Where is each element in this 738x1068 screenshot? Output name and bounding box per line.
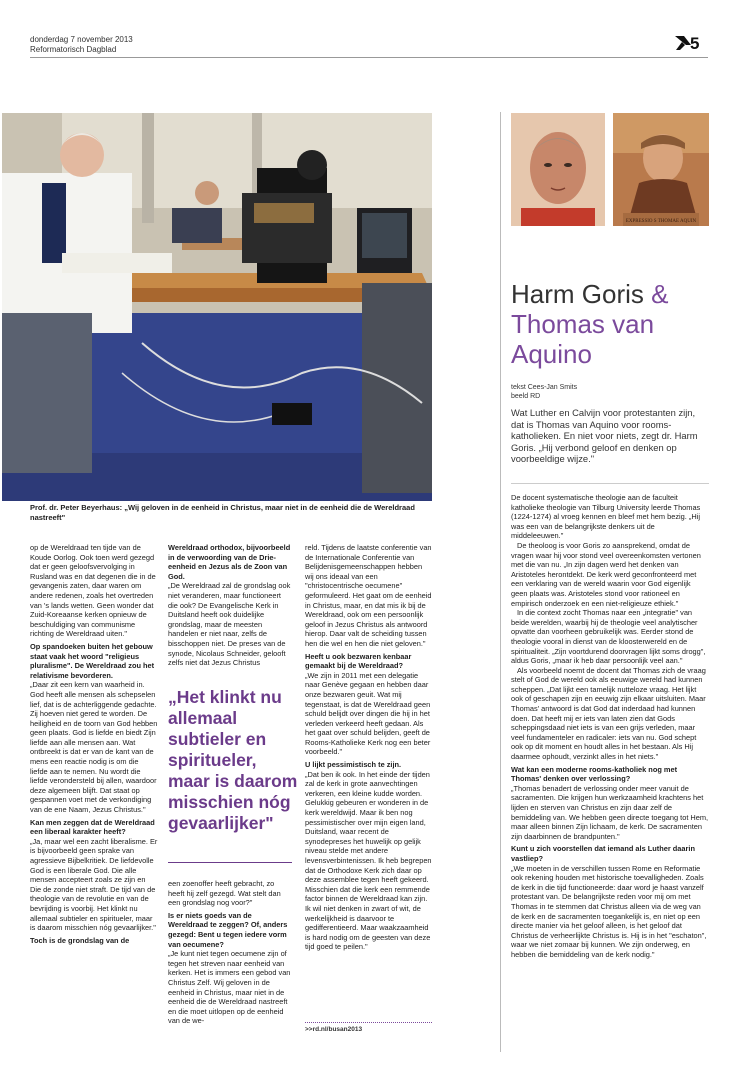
title-name-aquino: Aquino	[511, 339, 592, 369]
portrait-photo	[511, 113, 605, 226]
article-column-2-bottom	[168, 879, 291, 1026]
paragraph: „Je kunt niet tegen oecumene zijn of tegen het streven naar eenheid van kerken. Het is immers een gebod van Christus Zelf. Wij geloven in de eenheid in Christus, maar niet in de eenheid die de Wereldraad nastreeft en die moet uitlopen op de eenheid van de we-	[168, 949, 291, 1026]
paragraph: De theoloog is voor Goris zo aansprekend, omdat de vragen waar hij voor stond veel overeenkomsten vertonen met die van nu. „In zijn dagen werd het denken van Aristoteles herontdekt. De kerk werd geconfronteerd met een verklaring van de wereld waarin voor God eigenlijk geen plaats was. Aristoteles stond voor rationeel en empirisch onderzoek en een niet-religieuze ethiek."	[511, 540, 701, 608]
title-name-goris: Harm Goris	[511, 279, 644, 309]
paragraph: „We moeten in de verschillen tussen Rome en Reformatie ook rekening houden met historische toevalligheden. Zoals de kerk in die tijd functioneerde: daar word je haast vanzelf protestant van. De belangrijkste reden voor mij om met Thomas in te stemmen dat Christus alleen via de weg van de kerk en de sacramenten toegankelijk is, en niet op een directe manier via het geloof alleen, is het geloof dat Christus de verheerlijkte Christus is. Hij is in het "eschaton", waar we niet zomaar bij kunnen. We zijn onderweg, en hebben die bemiddeling van de kerk nodig."	[511, 863, 707, 959]
portrait-thomas-aquinas	[613, 113, 709, 226]
painting-image	[613, 113, 709, 226]
article-column-3	[305, 543, 432, 952]
byline	[511, 383, 577, 401]
link-divider	[305, 1022, 432, 1023]
article-column-2-top	[168, 543, 291, 668]
paragraph: „We zijn in 2011 met een delegatie naar Genève gegaan en hebben daar onze bezwaren geuit. Wat mij tegenstaat, is dat de Wereldraad geen schuld belijdt over dingen die hij in het verleden verkeerd heeft gedaan. Als het gaat over schuld belijden, geeft de Rooms-Katholieke Kerk nog een beter voorbeeld."	[305, 670, 431, 757]
article-column-4	[511, 493, 709, 960]
paragraph: „Dat ben ik ook. In het einde der tijden zal de kerk in grote aanvechtingen verkeren, een kleine kudde worden. Gelukkig gebeuren er wonderen in de kerk wereldwijd. Maar ik ben nog pessimistischer over mijn eigen land, Duitsland, waar recent de synodepreses het huwelijk op gelijk niveau stelde met andere levensverbintenissen. Ik heb begrepen dat de Orthodoxe Kerk zich daar op deze assemblee tegen heeft gekeerd. Misschien dat die kerk een remmende factor binnen de Wereldraad kan zijn. Ik wil niet denken in zwart of wit, de werkelijkheid is daarvoor te gedifferentieerd. Maar waakzaamheid is hard nodig om de geesten van deze tijd goed te peilen."	[305, 769, 432, 952]
paragraph: „Thomas benadert de verlossing onder meer vanuit de sacramenten. Die krijgen hun werkzaamheid krachtens het lijden en sterven van Christus en zijn daar zelf de bemiddeling van. We hebben geen directe toegang tot Hem, maar alleen binnen Zijn lichaam, de kerk. De sacramenten zijn daarbinnen de brandpunten."	[511, 783, 709, 841]
pull-quote: „Het klinkt nu allemaal subtieler en spiritueler, maar is daarom misschien nóg gevaarlijker"	[168, 687, 298, 833]
interview-question: Kunt u zich voorstellen dat iemand als Luther daarin vastliep?	[511, 844, 695, 863]
interview-question: Op spandoeken buiten het gebouw staat vaak het woord "religieus pluralisme". De Wereldraad zou het relativisme bevorderen.	[30, 641, 155, 680]
paragraph: Als voorbeeld noemt de docent dat Thomas zich de vraag stelt of God de wereld ook als eeuwige wereld had kunnen scheppen. „Dat lijkt een tamelijk nutteloze vraag. Het lijkt ook of geschapen zijn en eeuwig zijn elkaar uitsluiten. Maar Thomas' antwoord is dat God dat inderdaad had kunnen doen. Dat heeft mij er iets van laten zien dat Gods scheppingsdaad niet iets is van een grijs verleden, maar veel fundamenteler en radicaler: iets van nu. God schept ook op dit moment en houdt alles in het bestaan. Als Hij daarmee ophoudt, verzinkt alles in het niets."	[511, 665, 706, 762]
interview-question: Kan men zeggen dat de Wereldraad een liberaal karakter heeft?	[30, 817, 155, 837]
web-link[interactable]: >>rd.nl/busan2013	[305, 1026, 363, 1033]
photo-caption: Prof. dr. Peter Beyerhaus: „Wij geloven in de eenheid in Christus, maar niet in de eenheid die de Wereldraad nastreeft"	[30, 503, 415, 522]
interview-question: Is er niets goeds van de Wereldraad te zeggen? Of, anders gezegd: Bent u tegen iedere vorm van oecumene?	[168, 910, 288, 949]
interview-question: Wat kan een moderne rooms-katholiek nog met Thomas' denken over verlossing?	[511, 764, 678, 784]
issue-date: donderdag 7 november 2013	[30, 35, 133, 44]
pull-quote-divider	[168, 862, 292, 863]
article-column-1	[30, 543, 158, 945]
paragraph: „Daar zit een kern van waarheid in. God heeft alle mensen als schepselen lief, dat is de achterliggende gedachte. Zij hoeven niet gered te worden. De heiligheid en de toorn van God hebben geen plaats. God is liefde en biedt Zijn liefde aan alle mensen aan. Wat ontbreekt is dat er van de kant van de mens een reactie nodig is om die liefde aan te nemen. Nu wordt die liefde verondersteld bij allen, waardoor deze algemeen blijft. Dat staat op gespannen voet met de verkondiging van de ene Naam, Jezus Christus."	[30, 680, 158, 815]
title-name-thomas: Thomas van	[511, 309, 655, 339]
paragraph: een zoenoffer heeft gebracht, zo heeft hij zelf gezegd. Wat stelt dan een grondslag nog voor?"	[168, 879, 281, 908]
page-number: 5	[690, 34, 700, 53]
interview-question: Heeft u ook bezwaren kenbaar gemaakt bij de Wereldraad?	[305, 651, 412, 671]
paragraph: op de Wereldraad ten tijde van de Koude Oorlog. Ook toen werd gezegd dat er geen geloofsvervolging in Rusland was en dat degenen die in de gevangenis zaten, daar waren om andere redenen, zoals het overtreden van 's lands wetten. Geen wonder dat Zuid-Koreaanse kerken opnieuw de beschuldiging van communisme richting de Wereldraad uiten."	[30, 543, 156, 639]
conference-room-illustration	[2, 113, 432, 501]
byline-text: tekst Cees-Jan Smits	[511, 384, 578, 391]
article-intro: Wat Luther en Calvijn voor protestanten zijn, dat is Thomas van Aquino voor rooms-katholieken. En niet voor niets, zegt dr. Harm Goris. „Hij verbond geloof en denken op voorbeeldige wijze."	[511, 407, 698, 465]
interview-question: Wereldraad orthodox, bijvoorbeeld in de verwoording van de Drie-eenheid en Jezus als de Zoon van God.	[168, 543, 291, 581]
main-photo	[2, 113, 432, 501]
interview-question: Toch is de grondslag van de	[30, 935, 130, 945]
portrait-harm-goris	[511, 113, 605, 226]
newspaper-name: Reformatorisch Dagblad	[30, 45, 117, 54]
byline-image: beeld RD	[511, 393, 541, 400]
title-ampersand: &	[651, 279, 669, 309]
paragraph: „De Wereldraad zal de grondslag ook niet veranderen, maar functioneert die ook? De Evangelische Kerk in Duitsland heeft ook duidelijke grondslag, maar de meesten handelen er niet naar, zelfs de bisschoppen niet. De preses van de synode, Nicolaus Schneider, gelooft zelfs niet dat Jezus Christus	[168, 581, 291, 668]
paragraph: reld. Tijdens de laatste conferentie van de Internationale Conferentie van Belijdenisgemeenschappen hebben wij ons ideaal van een "christocentrische oecumene" geformuleerd. Het gaat om de eenheid in Christus, maar, en dat mis ik bij de Wereldraad, ook om een persoonlijk geloof in Jezus Christus als antwoord hierop. Daar valt de scheiding tussen hen die wel en hen die niet geloven."	[305, 543, 432, 648]
article-title	[511, 279, 711, 369]
column-divider	[500, 112, 501, 1052]
page-header	[30, 35, 133, 55]
interview-question: U lijkt pessimistisch te zijn.	[305, 760, 402, 770]
paragraph: De docent systematische theologie aan de faculteit katholieke theologie van Tilburg University leerde Thomas (1224-1274) al vroeg kennen en bleef met hem bezig. „Hij was een van de belangrijkste denkers uit de middeleeuwen."	[511, 493, 701, 541]
paragraph: In die context zocht Thomas naar een „integratie" van beide werelden, waarbij hij de theologie veel analytischer opvatte dan voorheen gebruikelijk was. Eerder stond de theologie vooral in dienst van de kloosterwereld en de spiritualiteit. „Zijn voortdurend doorvragen lijkt soms drogg", aldus Goris, „maar ik heb daar persoonlijk veel aan."	[511, 608, 706, 666]
header-divider	[30, 57, 708, 58]
intro-divider	[511, 483, 709, 484]
painting-label: EXPRESSIO S THOMAE AQUIN	[625, 219, 697, 224]
paragraph: „Ja, maar wel een zacht liberalisme. Er is bijvoorbeeld geen sprake van agressieve Bijbelkritiek. De liefdevolle God is een liberale God. Die alle mensen accepteert zoals ze zijn en Die de zonde niet straft. De tijd van de theologie van de revolutie en van de bevrijding is voorbij. Het klinkt nu allemaal subtieler en spiritueler, maar is daarom misschien nóg gevaarlijker."	[30, 836, 158, 933]
